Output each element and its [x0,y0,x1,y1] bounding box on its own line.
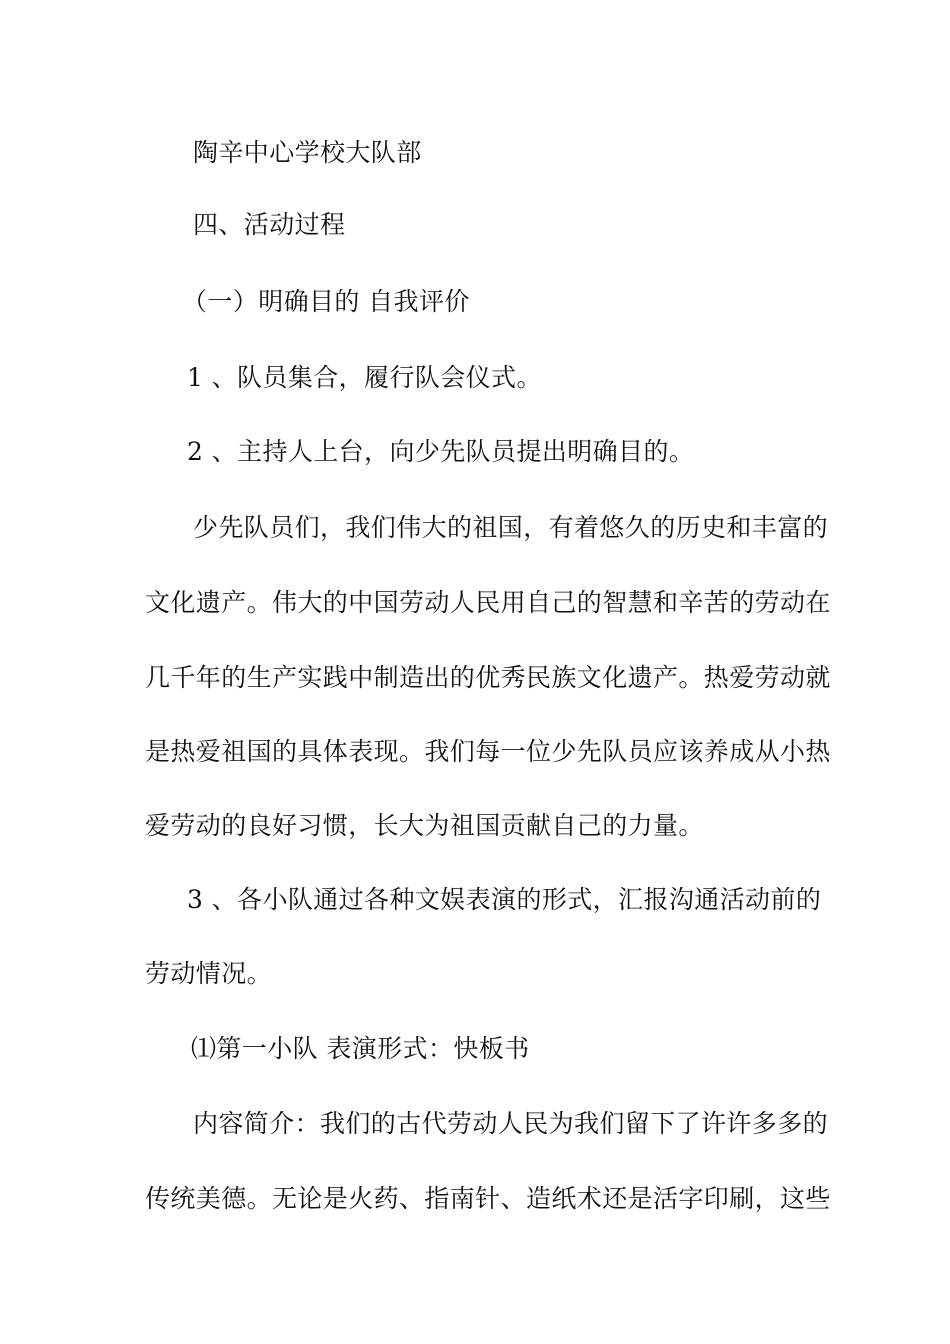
content-summary-line: 传统美德。无论是火药、指南针、造纸术还是活字印刷，这些 [145,1184,831,1213]
organization-line: 陶辛中心学校大队部 [193,138,422,167]
paragraph-line: 少先队员们，我们伟大的祖国，有着悠久的历史和丰富的 [193,513,829,542]
section-heading: 四、活动过程 [193,210,346,239]
paragraph-line: 爱劳动的良好习惯，长大为祖国贡献自己的力量。 [145,811,704,840]
paragraph-line: 几千年的生产实践中制造出的优秀民族文化遗产。热爱劳动就 [145,663,831,692]
step-1-line: 1 、队员集合，履行队会仪式。 [187,363,542,392]
team-1-line: ⑴第一小队 表演形式：快板书 [191,1034,530,1063]
paragraph-line: 文化遗产。伟大的中国劳动人民用自己的智慧和辛苦的劳动在 [145,588,831,617]
paragraph-line: 劳动情况。 [145,959,273,988]
content-summary-line: 内容简介：我们的古代劳动人民为我们留下了许许多多的 [193,1109,829,1138]
step-3-line: 3 、各小队通过各种文娱表演的形式，汇报沟通活动前的 [187,885,822,914]
step-2-line: 2 、主持人上台，向少先队员提出明确目的。 [187,437,695,466]
subsection-heading: （一）明确目的 自我评价 [182,287,470,316]
paragraph-line: 是热爱祖国的具体表现。我们每一位少先队员应该养成从小热 [145,737,831,766]
